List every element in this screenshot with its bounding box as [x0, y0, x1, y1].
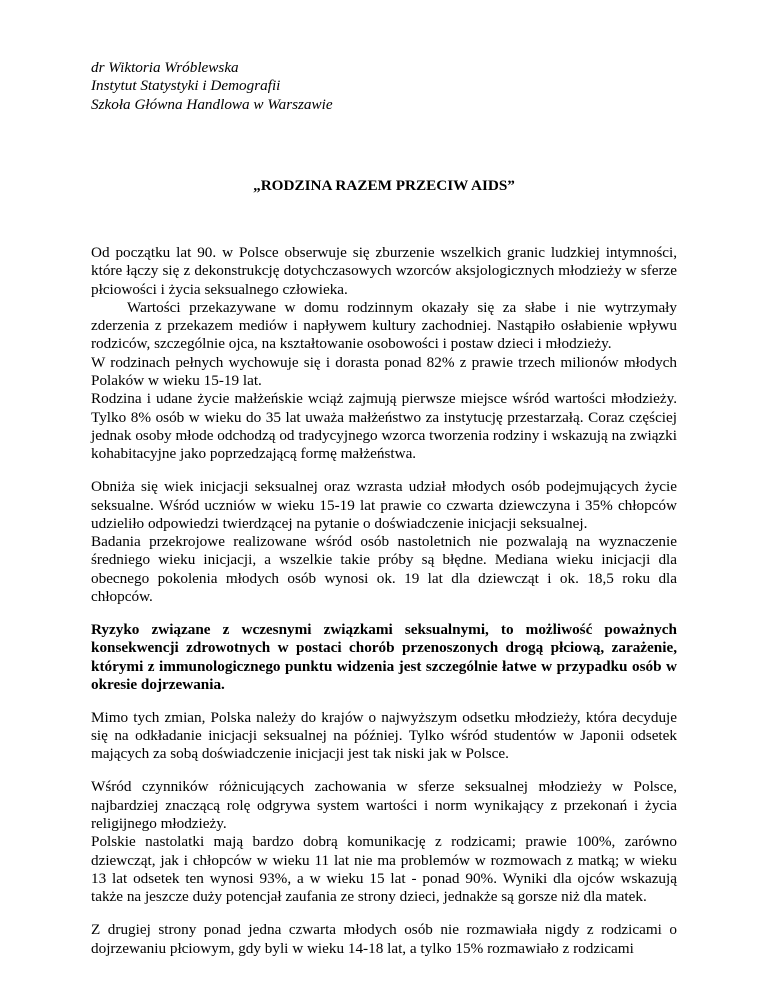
author-institute: Instytut Statystyki i Demografii — [91, 77, 281, 95]
paragraph-initiation: Obniża się wiek inicjacji seksualnej oraz wzrasta udział młodych osób podejmujących życie seksualne. Wśród uczniów w wieku 15-19 lat prawie co czwarta dziewczyna i 35% chłopców udzieliło odpowiedzi twierdzącej na pytanie o doświadczenie inicjacji seksualnej. — [91, 478, 677, 532]
paragraph-families: W rodzinach pełnych wychowuje się i dorasta ponad 82% z prawie trzech milionów młodych Polaków w wieku 15-19 lat. — [91, 353, 677, 390]
paragraph-marriage: Rodzina i udane życie małżeńskie wciąż zajmują pierwsze miejsce wśród wartości młodzieży. Tylko 8% osób w wieku do 35 lat uważa małżeństwo za instytucję przestarzałą. Coraz częściej jednak osoby młode odchodzą od tradycyjnego wzorca tworzenia rodziny i wskazują na związki kohabitacyjne jako poprzedzającą formę małżeństwa. — [91, 390, 677, 463]
paragraph-risk: Ryzyko związane z wczesnymi związkami seksualnymi, to możliwość poważnych konsekwencji zdrowotnych w postaci chorób przenoszonych drogą płciową, zarażenie, którymi z immunologicznego punktu widzenia jest szczególnie łatwe w przypadku osób w okresie dojrzewania. — [91, 621, 677, 693]
paragraph-factors: Wśród czynników różnicujących zachowania w sferze seksualnej młodzieży w Polsce, najbardziej znaczącą rolę odgrywa system wartości i norm wynikający z przekonań i życia religijnego młodzieży. — [91, 778, 677, 833]
author-block — [91, 59, 677, 114]
paragraph-other-side: Z drugiej strony ponad jedna czwarta młodych osób nie rozmawiała nigdy z rodzicami o dojrzewaniu płciowym, gdy byli w wieku 14-18 lat, a tylko 15% rozmawiało z rodzicami — [91, 921, 677, 957]
paragraph-intro: Od początku lat 90. w Polsce obserwuje się zburzenie wszelkich granic ludzkiej intymności, które łączy się z dekonstrukcję dotychczasowych wzorców aksjologicznych młodzieży w sferze płciowości i życia seksualnego człowieka. — [91, 244, 677, 298]
paragraph-poland: Mimo tych zmian, Polska należy do krajów o najwyższym odsetku młodzieży, która decyduje się na odkładanie inicjacji seksualnej na później. Tylko wśród studentów w Japonii odsetek mających za sobą doświadczenie inicjacji jest tak niski jak w Polsce. — [91, 708, 677, 763]
document-title: „RODZINA RAZEM PRZECIW AIDS” — [253, 177, 515, 194]
document-body — [91, 244, 677, 958]
paragraph-communication: Polskie nastolatki mają bardzo dobrą komunikację z rodzicami; prawie 100%, zarówno dziewcząt, jak i chłopców w wieku 11 lat nie ma problemów w rozmowach z matką; w wieku 13 lat odsetek ten wynosi 93%, a w wieku 15 lat - ponad 90%. Wyniki dla ojców wskazują także na jeszcze duży potencjał zaufania ze strony dzieci, jednakże są gorsze niż dla matek. — [91, 833, 677, 906]
paragraph-values: Wartości przekazywane w domu rodzinnym okazały się za słabe i nie wytrzymały zderzenia z przekazem mediów i napływem kultury zachodniej. Nastąpiło osłabienie wpływu rodziców, szczególnie ojca, na kształtowanie osobowości i postaw dzieci i młodzieży. — [91, 298, 677, 353]
paragraph-research: Badania przekrojowe realizowane wśród osób nastoletnich nie pozwalają na wyznaczenie średniego wieku inicjacji, a wszelkie takie próby są błędne. Mediana wieku inicjacji dla obecnego pokolenia młodych osób wynosi ok. 19 lat dla dziewcząt i ok. 18,5 roku dla chłopców. — [91, 533, 677, 606]
author-name: dr Wiktoria Wróblewska — [91, 59, 239, 76]
author-school: Szkoła Główna Handlowa w Warszawie — [91, 95, 333, 113]
